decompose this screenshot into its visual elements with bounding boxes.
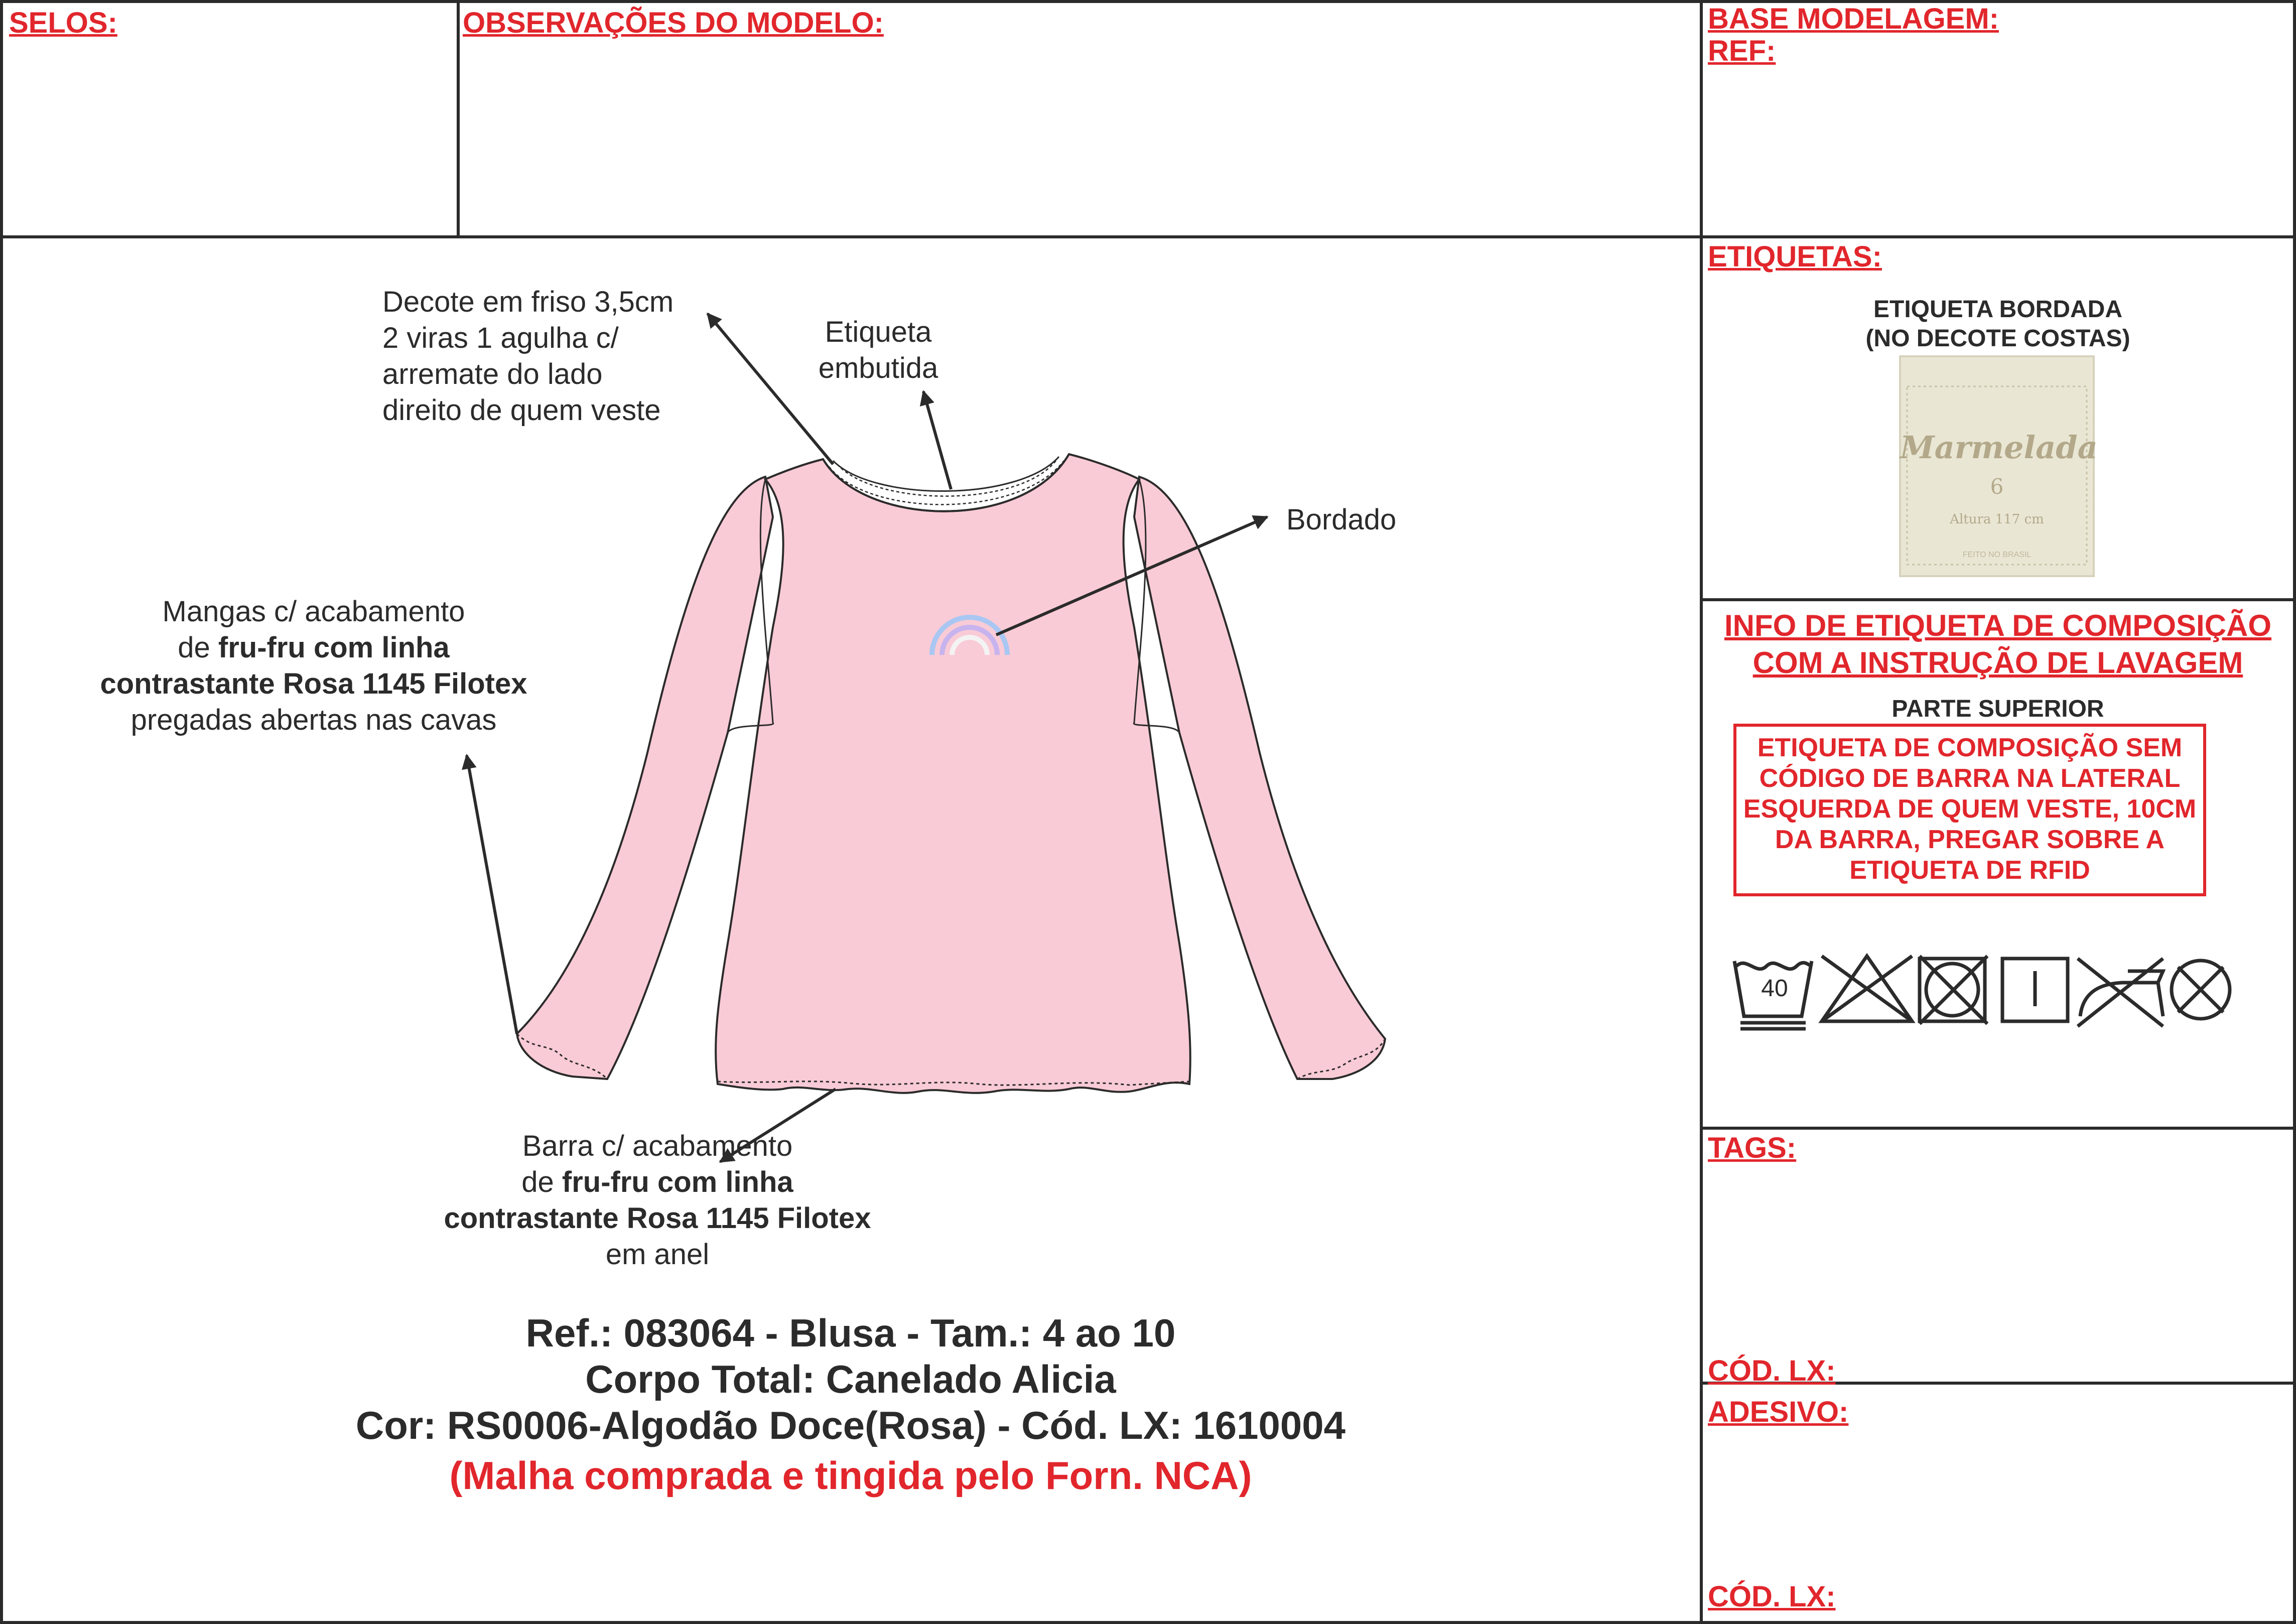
no-tumble-dry-icon	[1920, 956, 1987, 1024]
label-brand: Marmelada	[1900, 429, 2098, 466]
no-iron-icon	[2078, 959, 2163, 1026]
line-dry-icon	[2002, 959, 2068, 1021]
adesivo-cod-lx: CÓD. LX:	[1708, 1580, 1836, 1613]
arrow-mangas	[467, 755, 517, 1034]
ref-header: REF:	[1708, 35, 1776, 67]
care-symbols	[1734, 956, 2230, 1029]
annotation-decote: Decote em friso 3,5cm 2 viras 1 agulha c/ arremate do lado direito de quem veste	[382, 286, 674, 427]
label-title: ETIQUETA BORDADA (NO DECOTE COSTAS)	[1865, 296, 2130, 352]
annotation-bordado: Bordado	[1286, 503, 1397, 536]
label-height: Altura 117 cm	[1950, 512, 2044, 527]
product-supplier: (Malha comprada e tingida pelo Forn. NCA)	[449, 1453, 1252, 1498]
wash-temperature: 40	[1761, 975, 1788, 1002]
adesivo-header: ADESIVO:	[1708, 1396, 1849, 1428]
product-body: Corpo Total: Canelado Alicia	[585, 1357, 1116, 1401]
composition-title: INFO DE ETIQUETA DE COMPOSIÇÃO COM A INSTRUÇÃO DE LAVAGEM	[1724, 609, 2272, 680]
composition-instructions: ETIQUETA DE COMPOSIÇÃO SEM CÓDIGO DE BARRA NA LATERAL ESQUERDA DE QUEM VESTE, 10CM DA BARRA, PREGAR SOBRE A ETIQUETA DE RFID	[1743, 733, 2197, 885]
product-color: Cor: RS0006-Algodão Doce(Rosa) - Cód. LX: 1610004	[355, 1403, 1346, 1447]
no-bleach-icon	[1822, 956, 1912, 1021]
tags-header: TAGS:	[1708, 1132, 1797, 1164]
observacoes-header: OBSERVAÇÕES DO MODELO:	[463, 7, 884, 39]
annotation-mangas: Mangas c/ acabamento de fru-fru com linha contrastante Rosa 1145 Filotex pregadas abertas nas cavas	[100, 595, 527, 736]
base-modelagem-header: BASE MODELAGEM:	[1708, 3, 1999, 35]
product-ref: Ref.: 083064 - Blusa - Tam.: 4 ao 10	[525, 1311, 1176, 1355]
annotation-barra: Barra c/ acabamento de fru-fru com linha contrastante Rosa 1145 Filotex em anel	[444, 1130, 871, 1271]
blouse-illustration	[517, 454, 1385, 1093]
arrow-etiqueta	[923, 391, 951, 489]
tags-cod-lx: CÓD. LX:	[1708, 1355, 1836, 1387]
no-dry-clean-icon	[2172, 961, 2230, 1019]
woven-label-image	[1900, 356, 2098, 576]
label-size: 6	[1990, 474, 2004, 499]
composition-part: PARTE SUPERIOR	[1892, 696, 2104, 722]
selos-header: SELOS:	[9, 7, 117, 39]
label-made-in: FEITO NO BRASIL	[1962, 551, 2032, 559]
annotation-etiqueta: Etiqueta embutida	[818, 316, 938, 384]
etiquetas-header: ETIQUETAS:	[1708, 240, 1882, 273]
blouse-body	[716, 454, 1190, 1093]
